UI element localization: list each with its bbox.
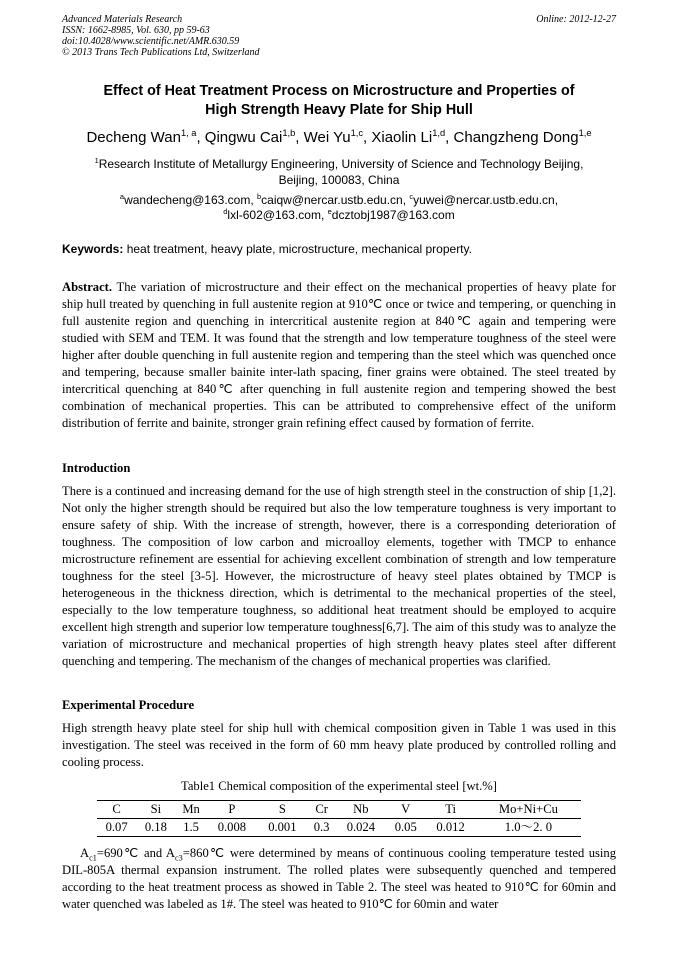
table-header-cell: Nb: [353, 802, 369, 816]
author-affil-mark: 1,d: [432, 128, 446, 138]
table-header-cell: Si: [150, 802, 162, 816]
journal-header: [62, 14, 260, 58]
affiliation-mark: 1: [94, 156, 99, 165]
experimental-text: High strength heavy plate steel for ship hull with chemical composition given in Table 1 was used in this investigation. The steel was received in the form of 60 mm heavy plate produced by controlled rolling and cooling process.: [62, 721, 616, 769]
table-cell: 0.012: [436, 820, 465, 834]
author-name: Xiaolin Li: [371, 129, 433, 146]
table1-caption: Table1 Chemical composition of the experimental steel [wt.%]: [181, 779, 497, 793]
author-list: Decheng Wan$^{1, a}$, Qingwu Cai$^{1,b}$, Wei Yu$^{1,c}$, Xiaolin Li$^{1,d}$, Changzheng Dong$^{1,e}$: [86, 128, 592, 146]
email-d[interactable]: lxl-602@163.com: [227, 208, 321, 222]
paper-title: [62, 82, 616, 120]
affiliation-line-2: Beijing, 100083, China: [278, 173, 400, 187]
table-header-cell: V: [401, 802, 411, 816]
table-cell: 0.07: [105, 820, 128, 834]
table-row: [97, 819, 581, 837]
copyright-line: © 2013 Trans Tech Publications Ltd, Switzerland: [62, 47, 260, 58]
table-header-cell: Ti: [445, 802, 456, 816]
email-e[interactable]: dcztobj1987@163.com: [331, 208, 455, 222]
table-header-cell: Mn: [182, 802, 200, 816]
table-cell: 0.008: [217, 820, 247, 834]
table-header-cell: Cr: [315, 802, 328, 816]
author-affil-mark: 1,e: [578, 128, 592, 138]
online-date: Online: 2012-12-27: [536, 14, 616, 25]
table-header-cell: P: [228, 802, 236, 816]
table-cell: 0.18: [144, 820, 167, 834]
email-b[interactable]: caiqw@nercar.ustb.edu.cn: [261, 193, 403, 207]
table-header-row: [97, 801, 581, 819]
author-affil-mark: 1,b: [282, 128, 296, 138]
title-line-2: High Strength Heavy Plate for Ship Hull: [205, 102, 473, 118]
table-header-cell: C: [112, 802, 121, 816]
abstract-text: The variation of microstructure and their effect on the mechanical properties of heavy plate for ship hull treated by quenching in full austenite region at 910℃ once or twice and tempering, or quenching in full austenite region and quenching in intercritical austenite region at 840℃ again and tempering were studied with SEM and TEM. It was found that the strength and low temperature toughness of the steel were higher after double quenching in full austenite region and tempering than the steel which was quenched once and tempering, because smaller bainite inter-lath spacing, finer grains were obtained. The steel treated by intercritical quenching at 840℃ after quenching in full austenite region and tempering showed the best combination of mechanical properties. This can be attributed to comprehensive effect of the uniform distribution of ferrite and bainite, stronger grain refining effect caused by formation of ferrite.: [62, 280, 616, 430]
table-cell: 1.5: [183, 820, 199, 834]
keywords-text: heat treatment, heavy plate, microstructure, mechanical property.: [123, 242, 472, 256]
experimental-heading: Experimental Procedure: [62, 698, 195, 712]
affiliation: [62, 156, 616, 188]
author-name: Wei Yu: [303, 129, 351, 146]
introduction-text: There is a continued and increasing demand for the use of high strength steel in the construction of ship [1,2]. Not only the higher strength should be required but also the low temperature toughness is very important to ensure safety of ship. With the increase of strength, however, there is a corresponding deterioration of toughness. The composition of low carbon and microalloy elements, together with TMCP to enhance microstructure refinement are essential for achieving excellent combination of strength and low temperature toughness for the steel [3-5]. However, the microstructure of heavy steel plates obtained by TMCP is heterogeneous in the thickness direction, which is detrimental to the mechanical properties of the steel, especially to the low temperature toughness, so additional heat treatment should be employed to acquire excellent high strength and superior low temperature toughness[6,7]. The aim of this study was to analyze the variation of microstructure and mechanical properties of high strength heavy plates steel after different quenching and tempering. The mechanism of the changes of mechanical properties was clarified.: [62, 484, 616, 668]
title-line-1: Effect of Heat Treatment Process on Microstructure and Properties of: [103, 83, 575, 99]
keywords-section: [62, 241, 616, 257]
journal-name: Advanced Materials Research: [62, 14, 183, 25]
procedure-continuation-text: $A_{c1}=690℃$ and $A_{c3}=860℃$ were determined by means of continuous cooling temperature tested using DIL-805A thermal expansion instrument. The rolled plates were subsequently quenched and tempered according to the heat treatment process as showed in Table 2. The steel was heated to 910℃ for 60min and water quenched was labeled as 1#. The steel was heated to 910℃ for 60min and water: [62, 846, 616, 911]
table-header-cell: S: [278, 802, 286, 816]
affiliation-line-1: Research Institute of Metallurgy Engineering, University of Science and Technology Beijing,: [98, 157, 584, 171]
table-header-cell: Mo+Ni+Cu: [498, 802, 558, 816]
author-emails: $^a$wandecheng@163.com, $^b$caiqw@nercar.ustb.edu.cn, $^c$yuwei@nercar.ustb.edu.cn, $^d$lxl-602@163.com, $^e$dcztobj1987@163.com: [119, 192, 559, 222]
doi-line[interactable]: doi:10.4028/www.scientific.net/AMR.630.59: [62, 36, 240, 47]
author-affil-mark: 1,c: [350, 128, 364, 138]
issn-line: ISSN: 1662-8985, Vol. 630, pp 59-63: [62, 25, 210, 36]
abstract-section: [62, 279, 616, 432]
abstract-label: Abstract.: [62, 280, 113, 294]
email-a[interactable]: wandecheng@163.com: [124, 193, 251, 207]
author-name: Qingwu Cai: [204, 129, 283, 146]
table-cell: 0.05: [394, 820, 417, 834]
introduction-heading: Introduction: [62, 461, 131, 475]
author-name: Decheng Wan: [86, 129, 181, 146]
table-cell: 0.024: [346, 820, 376, 834]
email-c[interactable]: yuwei@nercar.ustb.edu.cn: [413, 193, 555, 207]
table-cell: 0.3: [313, 820, 330, 834]
table-cell: 1.0～2. 0: [504, 820, 553, 834]
author-name: Changzheng Dong: [453, 129, 579, 146]
keywords-label: Keywords:: [62, 242, 124, 256]
table-cell: 0.001: [268, 820, 297, 834]
composition-table: [97, 800, 581, 837]
author-affil-mark: 1, a: [180, 128, 197, 138]
